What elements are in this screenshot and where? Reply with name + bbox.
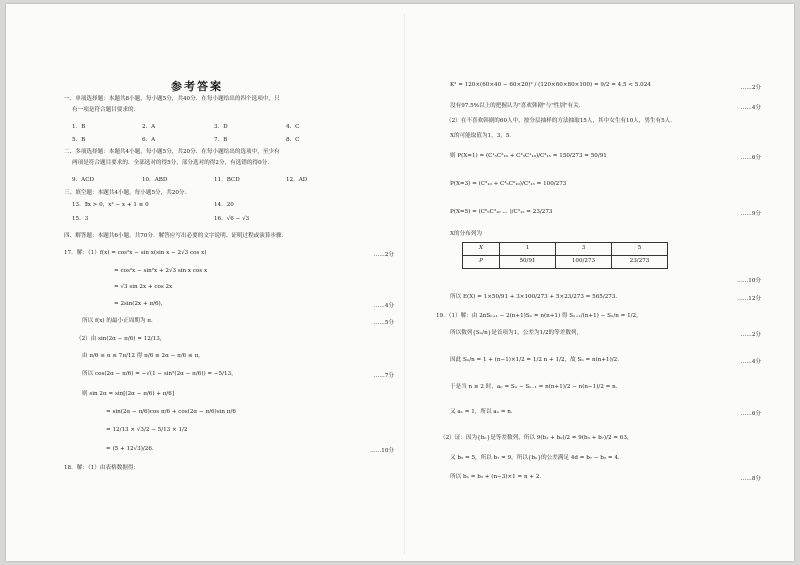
q17-score-4: ……4分	[373, 303, 394, 309]
mc-answer-1: 1．B	[72, 124, 86, 130]
section-2-instructions: 二、多项选择题：本题共4小题，每小题5分，共20分．在每小题给出的选项中，至少有	[64, 149, 280, 155]
q17-score-7: ……7分	[373, 373, 394, 379]
q17-part2-given: （2）由 sin(2α − π/6) = 12/13，	[76, 336, 166, 342]
q19-score-8: ……8分	[740, 476, 761, 482]
exam-answer-sheet	[6, 4, 794, 561]
q17-part2-result: = (5 + 12√3)/26．	[106, 446, 158, 452]
q17-step-4: = 2sin(2x + π/6)，	[114, 301, 167, 307]
table-cell: 50/91	[500, 256, 556, 269]
q17-step-5: 所以 f(x) 的最小正周期为 π．	[82, 318, 157, 324]
expectation: 所以 E(X) = 1×50/91 + 3×100/273 + 5×23/273 = 565/273．	[450, 294, 621, 300]
q18-score-9: ……9分	[740, 211, 761, 217]
q18-score-10: ……10分	[737, 278, 761, 284]
q19-step-4: 于是当 n ≥ 2 时，aₙ = Sₙ − Sₙ₋₁ = n(n+1)/2 − n(n−1)/2 = n．	[450, 384, 622, 390]
q18-part2-sampling: （2）在不喜欢韩剧的60人中，按分层抽样的方法抽取15人，其中女生有10人，男生有5人．	[446, 118, 676, 124]
table-cell: 3	[556, 243, 612, 256]
q18-score-2: ……2分	[740, 85, 761, 91]
q17-step-2: = cos²x − sin²x + 2√3 sin x cos x	[114, 268, 208, 274]
q19-part2-general: 所以 bₙ = b₃ + (n−3)×1 = n + 2．	[450, 474, 545, 480]
q18-score-12: ……12分	[737, 296, 761, 302]
q19-step-3: 因此 Sₙ/n = 1 + (n−1)×1/2 = 1/2 n + 1/2，故 Sₙ = n(n+1)/2．	[450, 357, 623, 363]
multi-answer-12: 12．AD	[286, 177, 308, 183]
section-3-instructions: 三、填空题：本题共4小题，每小题5分，共20分．	[64, 190, 191, 196]
prob-x-1: 则 P(X=1) = (C¹₅C²₁₀ + C²₅C¹₁₀)/C³₁₅ = 150/273 = 50/91	[450, 153, 607, 159]
page-title: 参考答案	[171, 80, 223, 93]
q17-part2-sin2a: 则 sin 2α = sin[(2α − π/6) + π/6]	[82, 391, 175, 397]
q17-part2-expand: = sin(2α − π/6)cos π/6 + cos(2α − π/6)sin π/6	[106, 409, 236, 415]
distribution-label: X的分布列为	[450, 231, 482, 237]
fill-answer-13: 13．∃x > 0，x² − x + 1 ≤ 0	[72, 202, 149, 208]
q19-part2-proof: （2）证：因为{bₙ}是等差数列，所以 9(b₁ + b₉)/2 = 9(b₃ + b₇)/2 = 63，	[440, 435, 633, 441]
k2-statistic: K² = 120×(60×40 − 60×20)² / (120×60×80×100) = 9/2 = 4.5 < 5.024	[450, 82, 651, 88]
q19-score-6: ……6分	[740, 411, 761, 417]
section-4-instructions: 四、解答题：本题共6小题，共70分．解答应写出必要的文字说明、证明过程或演算步骤．	[64, 233, 288, 239]
mc-answer-6: 6．A	[142, 137, 156, 143]
fill-answer-16: 16．√6 − √3	[214, 216, 250, 222]
q17-part2-cos: 所以 cos(2α − π/6) = −√(1 − sin²(2α − π/6)) = −5/13，	[82, 371, 237, 377]
distribution-table	[462, 242, 668, 269]
table-cell: 1	[500, 243, 556, 256]
q17-heading: 17．解：（1）f(x) = cos²x − sin x(sin x − 2√3 cos x)	[64, 250, 207, 256]
mc-answer-7: 7．B	[214, 137, 228, 143]
q19-step-5: 又 a₁ = 1，所以 aₙ = n．	[450, 409, 517, 415]
table-row	[463, 243, 668, 256]
section-2-instructions-cont: 两项是符合题目要求的．全部选对的得5分，部分选对的得2分，有选错的得0分．	[72, 160, 273, 166]
q19-step-2: 所以数列{Sₙ/n}是首项为1，公差为1/2的等差数列，	[450, 330, 583, 336]
prob-x-5: P(X=5) = (C⁰₅C³₁₀ ... )/C³₁₅ = 23/273	[450, 209, 553, 215]
table-cell: X	[463, 243, 500, 256]
q19-score-2: ……2分	[740, 332, 761, 338]
multi-answer-11: 11．BCD	[214, 177, 240, 183]
q17-score-2: ……2分	[373, 252, 394, 258]
section-1-instructions-cont: 有一项是符合题目要求的．	[72, 107, 140, 113]
mc-answer-5: 5．B	[72, 137, 86, 143]
page-fold-divider	[404, 14, 405, 554]
section-1-instructions: 一、单项选择题：本题共8小题，每小题5分，共40分．在每小题给出的四个选项中，只	[64, 96, 280, 102]
q18-x-values: X的可能取值为1，3，5．	[450, 133, 516, 139]
mc-answer-3: 3．D	[214, 124, 228, 130]
table-cell: 100/273	[556, 256, 612, 269]
table-cell: 5	[612, 243, 668, 256]
fill-answer-15: 15．3	[72, 216, 89, 222]
q17-part2-range: 由 π/6 ≤ α ≤ 7π/12 得 π/6 ≤ 2α − π/6 ≤ π，	[82, 353, 204, 359]
q17-score-10: ……10分	[370, 448, 394, 454]
multi-answer-10: 10．ABD	[142, 177, 168, 183]
q19-part2-diff: 又 b₃ = 5，所以 b₇ = 9，所以{bₙ}的公差满足 4d = b₇ − b₃ = 4．	[450, 455, 624, 461]
mc-answer-4: 4．C	[286, 124, 300, 130]
q18-score-4: ……4分	[740, 105, 761, 111]
mc-answer-8: 8．C	[286, 137, 300, 143]
q18-score-6: ……6分	[740, 155, 761, 161]
q19-heading: 19．（1）解：由 2nSₙ₊₁ − 2(n+1)Sₙ = n(n+1) 得 Sₙ₊₁/(n+1) − Sₙ/n = 1/2，	[436, 313, 642, 319]
multi-answer-9: 9．ACD	[72, 177, 94, 183]
table-row	[463, 256, 668, 269]
q17-step-3: = √3 sin 2x + cos 2x	[114, 284, 173, 290]
table-cell: P	[463, 256, 500, 269]
prob-x-3: P(X=3) = (C³₁₀ + C³₅C⁰₁₀)/C³₁₅ = 100/273	[450, 181, 567, 187]
q18-heading: 18．解：（1）由表格数据得：	[64, 465, 140, 471]
fill-answer-14: 14．20	[214, 202, 234, 208]
q19-score-4: ……4分	[740, 359, 761, 365]
q17-score-5: ……5分	[373, 320, 394, 326]
mc-answer-2: 2．A	[142, 124, 156, 130]
q17-part2-substitute: = 12/13 × √3/2 − 5/13 × 1/2	[106, 427, 188, 433]
table-cell: 23/273	[612, 256, 668, 269]
q18-conclusion: 没有97.5%以上的把握认为"喜欢韩剧"与"性别"有关．	[450, 103, 585, 109]
